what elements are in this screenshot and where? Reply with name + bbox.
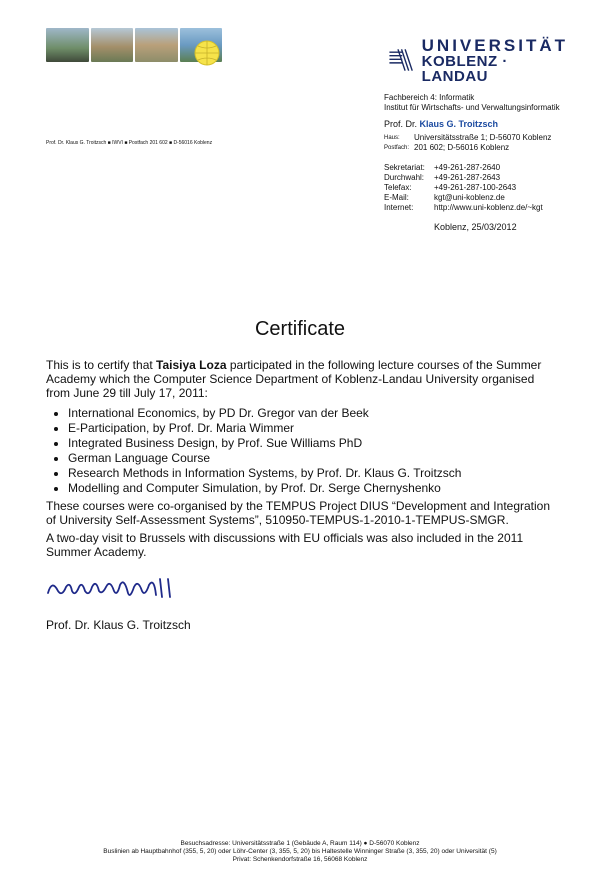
department-line1: Fachbereich 4: Informatik [384, 93, 475, 102]
footer-visit-address: Besuchsadresse: Universitätsstraße 1 (Gebäude A, Raum 114) ● D-56070 Koblenz [180, 840, 420, 847]
post-address-row [384, 143, 584, 153]
course-list-item: • International Economics, by PD Dr. Gregor van der Beek [68, 406, 556, 420]
brussels-paragraph: A two-day visit to Brussels with discussions with EU officials was also included in the 2011 Summer Academy. [46, 531, 524, 559]
intro-paragraph [46, 358, 556, 400]
home-address-tag: Haus: [384, 135, 400, 141]
signer-name: Prof. Dr. Klaus G. Troitzsch [46, 618, 191, 632]
contact-label: Internet: [384, 203, 414, 212]
contact-row [384, 173, 584, 183]
contact-row [384, 163, 584, 173]
contact-row [384, 193, 584, 203]
home-address-row [384, 133, 584, 143]
contact-label: E-Mail: [384, 193, 409, 202]
recipient-name: Taisiya Loza [156, 358, 227, 372]
page-title: Certificate [254, 318, 346, 340]
contact-label: Telefax: [384, 183, 412, 192]
logo-text-line2: KOBLENZ · LANDAU [421, 52, 508, 85]
intro-text-before-name: This is to certify that [46, 358, 157, 372]
professor-name: Klaus G. Troitzsch [419, 119, 499, 129]
email-link[interactable]: kgt@uni-koblenz.de [434, 193, 505, 202]
contact-table [384, 163, 584, 213]
logo-text-line1: UNIVERSITÄT [421, 35, 568, 55]
intro-text-after-name: participated in the following lecture courses of the Summer Academy which the Computer Science Department of Koblenz-Landau University organised from June 29 till July 17, 2011: [46, 358, 542, 400]
tempus-paragraph: These courses were co-organised by the TEMPUS Project DIUS “Development and Integration of University Self-Assessment Systems”, 510950-TEMPUS-1-2010-1-TEMPUS-SMGR. [46, 499, 551, 527]
university-logo-mark-icon [388, 43, 414, 77]
website-link[interactable]: http://www.uni-koblenz.de/~kgt [434, 203, 543, 212]
contact-label: Sekretariat: [384, 163, 425, 172]
contact-row [384, 203, 584, 213]
professor-line [384, 119, 584, 129]
home-address: Universitätsstraße 1; D-56070 Koblenz [414, 133, 552, 142]
contact-label: Durchwahl: [384, 173, 425, 182]
course-list-item: • Research Methods in Information Systems, by Prof. Dr. Klaus G. Troitzsch [68, 466, 556, 480]
department-line2: Institut für Wirtschafts- und Verwaltungsinformatik [384, 103, 560, 112]
contact-value: +49-261-287-2640 [434, 163, 501, 172]
campus-photo [91, 28, 134, 62]
course-list-item: • E-Participation, by Prof. Dr. Maria Wimmer [68, 421, 556, 435]
contact-value: +49-261-287-100-2643 [434, 183, 517, 192]
university-logo [388, 35, 568, 85]
professor-prefix: Prof. Dr. [384, 119, 418, 129]
course-list-item: • Integrated Business Design, by Prof. Sue Williams PhD [68, 436, 556, 450]
globe-icon [192, 38, 222, 68]
campus-photo [46, 28, 89, 62]
letterhead-right-block [384, 93, 584, 213]
course-list [46, 406, 556, 495]
certificate-body [46, 358, 556, 632]
footer [0, 840, 600, 864]
contact-value: +49-261-287-2643 [434, 173, 501, 182]
footer-bus-lines: Buslinien ab Hauptbahnhof (355, 5, 20) oder Löhr-Center (3, 355, 5, 20) bis Haltestelle Winninger Straße (3, 355, 20) oder Universität (5) [103, 848, 497, 855]
post-address-tag: Postfach: [384, 145, 410, 151]
handwritten-signature [44, 573, 194, 603]
sender-line: Prof. Dr. Klaus G. Troitzsch ■ IWVI ■ Postfach 201 602 ■ D-56016 Koblenz [46, 140, 213, 146]
course-list-item: • German Language Course [68, 451, 556, 465]
footer-private-address: Privat: Schenkendorfstraße 16, 56068 Koblenz [232, 856, 368, 863]
post-address: 201 602; D-56016 Koblenz [414, 143, 510, 152]
course-list-item: • Modelling and Computer Simulation, by Prof. Dr. Serge Chernyshenko [68, 481, 556, 495]
document-date: Koblenz, 25/03/2012 [434, 222, 517, 232]
campus-photo [135, 28, 178, 62]
contact-row [384, 183, 584, 193]
